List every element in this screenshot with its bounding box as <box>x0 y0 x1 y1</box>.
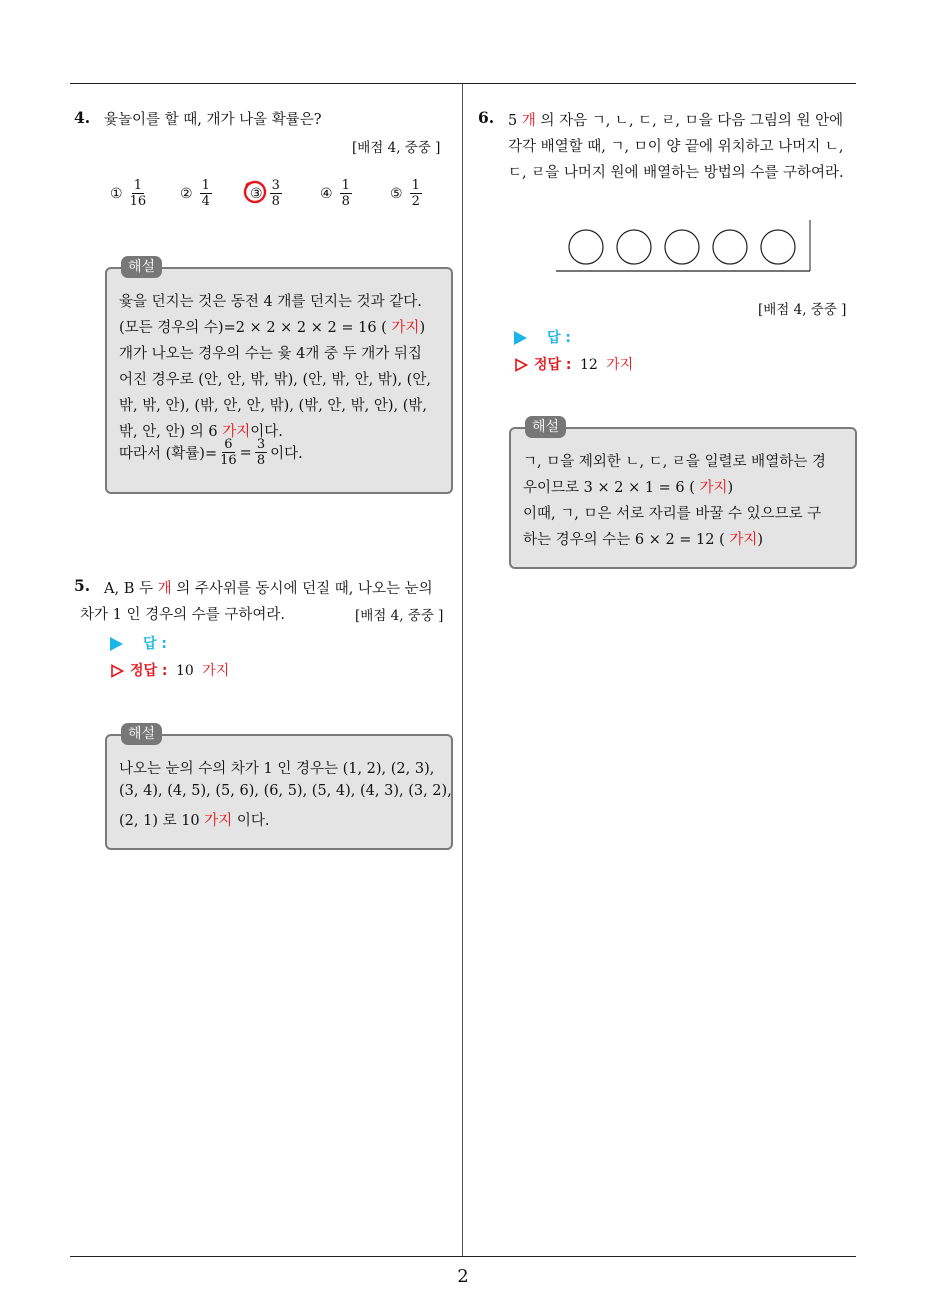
unit-text: 개 <box>157 581 172 597</box>
explanation-line: 어진 경우로 (안, 안, 밖, 밖), (안, 밖, 안, 밖), (안, <box>119 372 431 388</box>
solution-line <box>110 660 229 680</box>
circle-slot <box>665 230 699 264</box>
text: 의 자음 ㄱ, ㄴ, ㄷ, ㄹ, ㅁ을 다음 그림의 원 안에 <box>535 113 844 129</box>
score-difficulty: [배점 4, 중중 ] <box>355 608 444 624</box>
numerator: 1 <box>341 178 350 193</box>
numerator: 3 <box>256 437 266 452</box>
question-number: 6. <box>478 108 495 127</box>
denominator: 16 <box>129 194 147 209</box>
score-difficulty: [배점 4, 중중 ] <box>352 140 441 156</box>
page-number: 2 <box>457 1266 469 1287</box>
explanation-line <box>119 809 270 830</box>
fraction <box>200 178 212 209</box>
solution-value: 12 <box>579 357 598 373</box>
text: 우이므로 3 × 2 × 1 = 6 ( <box>523 480 700 496</box>
answer-field[interactable] <box>514 327 571 347</box>
question-text: 차가 1 인 경우의 수를 구하여라. <box>80 607 285 623</box>
text: ) <box>727 480 734 496</box>
explanation-line: 밖, 밖, 안), (밖, 안, 안, 밖), (밖, 안, 밖, 안), (밖, <box>119 398 428 414</box>
unit-text: 가지 <box>391 320 420 336</box>
question-text: 각각 배열할 때, ㄱ, ㅁ이 양 끝에 위치하고 나머지 ㄴ, <box>508 139 844 155</box>
answer-field[interactable] <box>110 633 167 653</box>
explanation-box <box>509 419 857 569</box>
explanation-line <box>523 476 733 497</box>
text: 따라서 (확률)= <box>119 446 218 462</box>
text: (2, 1) 로 10 <box>119 813 205 829</box>
unit-text: 가지 <box>699 480 728 496</box>
bottom-rule <box>70 1256 856 1257</box>
solution-value: 10 <box>175 663 194 679</box>
fraction <box>340 178 352 209</box>
solution-unit: 가지 <box>606 357 634 373</box>
explanation-line <box>119 316 425 337</box>
choice-2[interactable] <box>180 178 215 209</box>
unit-text: 가지 <box>222 424 251 440</box>
five-circles-figure <box>555 218 815 276</box>
circle-slot <box>713 230 747 264</box>
circle-slot <box>569 230 603 264</box>
question-number: 5. <box>74 576 91 595</box>
explanation-box <box>105 259 453 494</box>
text: ) <box>757 532 764 548</box>
text: 하는 경우의 수는 6 × 2 = 12 ( <box>523 532 730 548</box>
question-number: 4. <box>74 108 91 127</box>
choice-5[interactable] <box>390 178 425 209</box>
explanation-tab: 해설 <box>121 256 162 278</box>
top-rule <box>70 83 856 84</box>
outline-arrow-icon <box>110 664 124 678</box>
choice-marker: ③ <box>250 185 263 202</box>
question-text: 윷놀이를 할 때, 개가 나올 확률은? <box>104 112 322 128</box>
fraction <box>130 178 147 209</box>
denominator: 8 <box>341 194 350 209</box>
play-arrow-icon <box>514 331 527 345</box>
fraction <box>410 178 422 209</box>
numerator: 1 <box>133 178 142 193</box>
outline-arrow-icon <box>514 358 528 372</box>
score-difficulty: [배점 4, 중중 ] <box>758 302 847 318</box>
text: 5 <box>508 113 522 129</box>
numerator: 1 <box>411 178 420 193</box>
column-divider <box>462 84 463 1256</box>
unit-text: 가지 <box>729 532 758 548</box>
explanation-line <box>119 437 303 468</box>
denominator: 8 <box>271 194 280 209</box>
text: 이다. <box>270 446 303 462</box>
numerator: 3 <box>271 178 280 193</box>
fraction <box>270 178 282 209</box>
text: ) <box>419 320 426 336</box>
choice-4[interactable] <box>320 178 355 209</box>
circle-slot <box>617 230 651 264</box>
circle-slot <box>761 230 795 264</box>
explanation-line: 개가 나오는 경우의 수는 윷 4개 중 두 개가 뒤집 <box>119 346 422 362</box>
question-text <box>104 577 433 598</box>
solution-label: 정답 : <box>534 357 572 373</box>
fraction <box>255 437 267 468</box>
selected-answer-circle-icon <box>243 180 267 204</box>
question-text: ㄷ, ㄹ을 나머지 원에 배열하는 방법의 수를 구하여라. <box>508 165 844 181</box>
explanation-line: 윷을 던지는 것은 동전 4 개를 던지는 것과 같다. <box>119 294 422 310</box>
text: 밖, 안, 안) 의 6 <box>119 424 223 440</box>
explanation-tab: 해설 <box>525 416 566 438</box>
explanation-line: ㄱ, ㅁ을 제외한 ㄴ, ㄷ, ㄹ을 일렬로 배열하는 경 <box>523 454 826 470</box>
text: 이다. <box>232 813 270 829</box>
text: A, B 두 <box>104 581 158 597</box>
choice-marker: ④ <box>320 185 333 202</box>
explanation-line: 나오는 눈의 수의 차가 1 인 경우는 (1, 2), (2, 3), <box>119 761 435 777</box>
explanation-box <box>105 726 453 850</box>
choice-1[interactable] <box>110 178 149 209</box>
solution-unit: 가지 <box>202 663 230 679</box>
denominator: 8 <box>256 453 266 468</box>
solution-label: 정답 : <box>130 663 168 679</box>
numerator: 6 <box>224 437 233 452</box>
solution-line <box>514 354 633 374</box>
choice-marker: ② <box>180 185 193 202</box>
numerator: 1 <box>201 178 210 193</box>
text: 이다. <box>250 424 283 440</box>
answer-label: 답 : <box>547 330 571 346</box>
fraction <box>220 437 237 468</box>
explanation-line <box>523 528 763 549</box>
denominator: 4 <box>201 194 210 209</box>
question-text <box>508 109 843 130</box>
denominator: 2 <box>411 194 420 209</box>
unit-text: 가지 <box>204 813 233 829</box>
explanation-tab: 해설 <box>121 723 162 745</box>
text: 의 주사위를 동시에 던질 때, 나오는 눈의 <box>171 581 433 597</box>
play-arrow-icon <box>110 637 123 651</box>
answer-label: 답 : <box>143 636 167 652</box>
choice-3[interactable] <box>250 178 285 209</box>
choice-marker: ① <box>110 185 123 202</box>
choice-marker: ⑤ <box>390 185 403 202</box>
text: (모든 경우의 수)=2 × 2 × 2 × 2 = 16 ( <box>119 320 392 336</box>
explanation-line: (3, 4), (4, 5), (5, 6), (6, 5), (5, 4), (4, 3), (3, 2), <box>119 783 452 799</box>
unit-text: 개 <box>521 113 536 129</box>
text: = <box>239 444 252 461</box>
explanation-line: 이때, ㄱ, ㅁ은 서로 자리를 바꿀 수 있으므로 구 <box>523 506 822 522</box>
denominator: 16 <box>220 453 237 468</box>
